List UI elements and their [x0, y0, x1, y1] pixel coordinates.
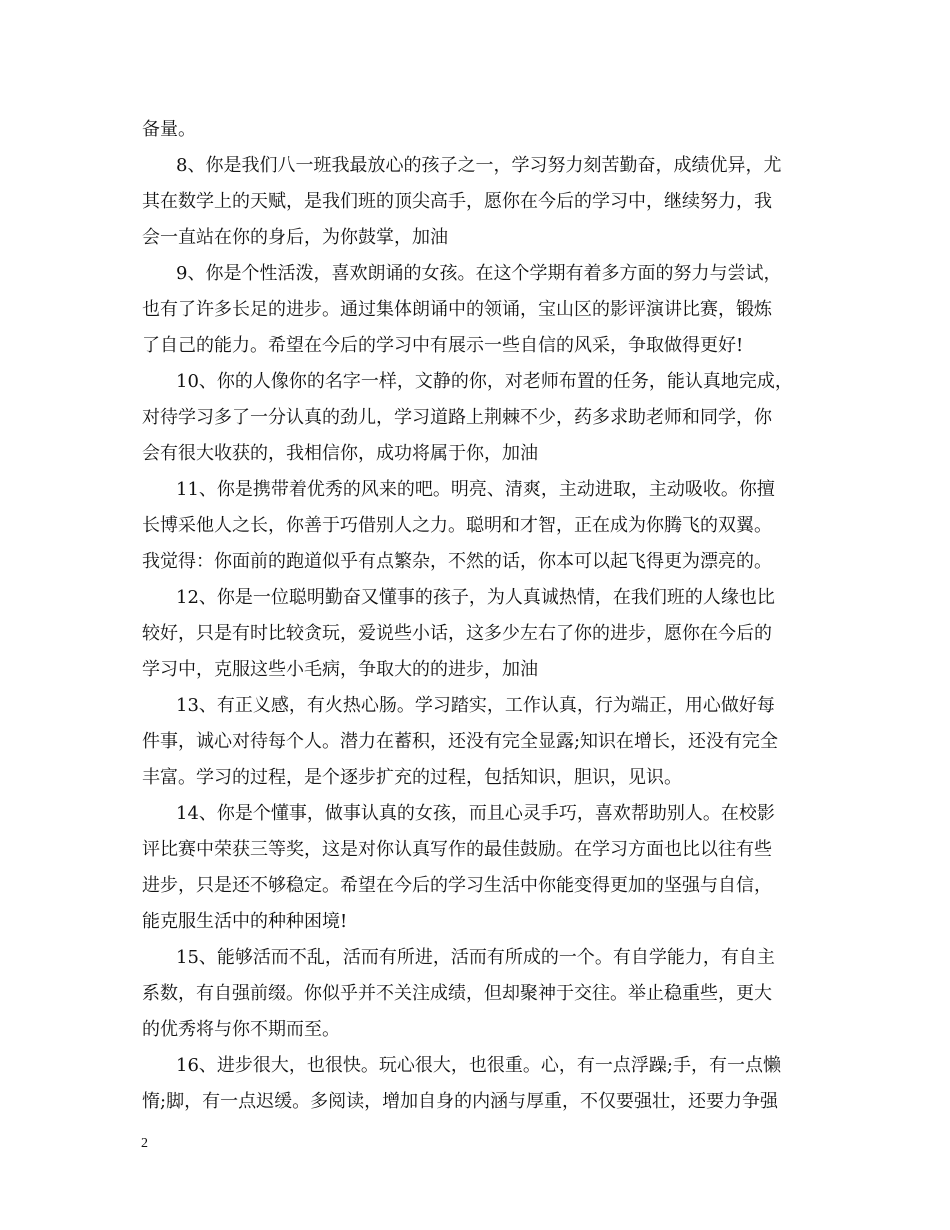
text-line: 10、你的人像你的名字一样，文静的你，对老师布置的任务，能认真地完成， [176, 371, 793, 392]
text-line: 12、你是一位聪明勤奋又懂事的孩子，为人真诚热情，在我们班的人缘也比 [176, 587, 775, 608]
text-line: 会一直站在你的身后，为你鼓掌，加油 [142, 227, 448, 248]
text-line: 能克服生活中的种种困境! [142, 911, 348, 932]
text-line: 件事，诚心对待每个人。潜力在蓄积，还没有完全显露;知识在增长，还没有完全 [142, 731, 779, 752]
text-line: 进步，只是还不够稳定。希望在今后的学习生活中你能变得更加的坚强与自信， [142, 875, 772, 896]
text-line: 也有了许多长足的进步。通过集体朗诵中的领诵，宝山区的影评演讲比赛，锻炼 [142, 299, 772, 320]
text-line: 8、你是我们八一班我最放心的孩子之一，学习努力刻苦勤奋，成绩优异，尤 [176, 155, 782, 176]
text-line: 惰;脚，有一点迟缓。多阅读，增加自身的内涵与厚重，不仅要强壮，还要力争强 [142, 1091, 779, 1112]
text-line: 会有很大收获的，我相信你，成功将属于你，加油 [142, 443, 538, 464]
text-line: 11、你是携带着优秀的风来的吧。明亮、清爽，主动进取，主动吸收。你擅 [176, 479, 775, 500]
text-line: 14、你是个懂事，做事认真的女孩，而且心灵手巧，喜欢帮助别人。在校影 [176, 803, 775, 824]
text-line: 我觉得：你面前的跑道似乎有点繁杂，不然的话，你本可以起飞得更为漂亮的。 [142, 551, 772, 572]
text-line: 13、有正义感，有火热心肠。学习踏实，工作认真，行为端正，用心做好每 [176, 695, 775, 716]
text-line: 的优秀将与你不期而至。 [142, 1019, 340, 1040]
text-line: 其在数学上的天赋，是我们班的顶尖高手，愿你在今后的学习中，继续努力，我 [142, 191, 772, 212]
text-line: 了自己的能力。希望在今后的学习中有展示一些自信的风采，争取做得更好! [142, 335, 744, 356]
text-line: 较好，只是有时比较贪玩，爱说些小话，这多少左右了你的进步，愿你在今后的 [142, 623, 772, 644]
text-line: 15、能够活而不乱，活而有所进，活而有所成的一个。有自学能力，有自主 [176, 947, 775, 968]
text-line: 对待学习多了一分认真的劲儿，学习道路上荆棘不少，药多求助老师和同学，你 [142, 407, 772, 428]
text-line: 系数，有自强前缀。你似乎并不关注成绩，但却聚神于交往。举止稳重些，更大 [142, 983, 772, 1004]
text-line: 9、你是个性活泼，喜欢朗诵的女孩。在这个学期有着多方面的努力与尝试， [176, 263, 782, 284]
page-number: 2 [141, 1136, 148, 1151]
text-line: 备量。 [142, 119, 196, 140]
text-line: 学习中，克服这些小毛病，争取大的的进步，加油 [142, 659, 538, 680]
text-line: 丰富。学习的过程，是个逐步扩充的过程，包括知识，胆识，见识。 [142, 767, 682, 788]
text-line: 长博采他人之长，你善于巧借别人之力。聪明和才智，正在成为你腾飞的双翼。 [142, 515, 772, 536]
text-line: 16、进步很大，也很快。玩心很大，也很重。心，有一点浮躁;手，有一点懒 [176, 1055, 781, 1076]
text-line: 评比赛中荣获三等奖，这是对你认真写作的最佳鼓励。在学习方面也比以往有些 [142, 839, 772, 860]
document-body [142, 112, 810, 1120]
